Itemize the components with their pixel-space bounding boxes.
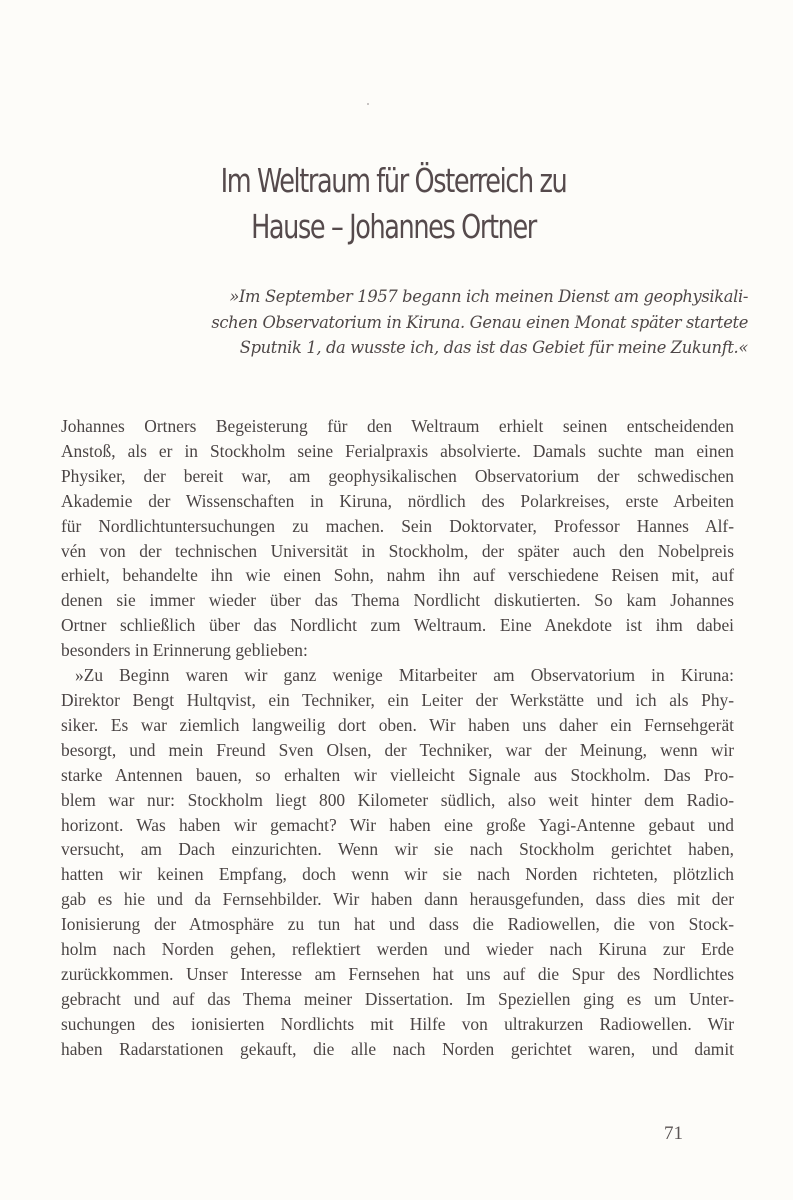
body-line: denen sie immer wieder über das Thema Nordlicht diskutierten. So kam Johannes (61, 590, 734, 611)
epigraph-quote (190, 284, 748, 361)
body-line: erhielt, behandelte ihn wie einen Sohn, nahm ihn auf verschiedene Reisen mit, auf (61, 565, 734, 586)
body-line: besonders in Erinnerung geblieben: (61, 640, 308, 661)
body-line: gebracht und auf das Thema meiner Dissertation. Im Speziellen ging es um Unter- (61, 988, 734, 1009)
body-line: zurückkommen. Unser Interesse am Fernsehen hat uns auf die Spur des Nordlichtes (61, 963, 734, 984)
body-line: Direktor Bengt Hultqvist, ein Techniker, ein Leiter der Werkstätte und ich als Phy- (61, 689, 734, 710)
body-line: Akademie der Wissenschaften in Kiruna, nördlich des Polarkreises, erste Arbeiten (61, 490, 734, 511)
chapter-title-line: Hause – Johannes Ortner (251, 207, 536, 246)
chapter-title (53, 158, 735, 250)
body-line: Ionisierung der Atmosphäre zu tun hat und dass die Radiowellen, die von Stock- (61, 914, 734, 935)
epigraph-line: Sputnik 1, da wusste ich, das ist das Gebiet für meine Zukunft.« (239, 338, 748, 358)
body-line: horizont. Was haben wir gemacht? Wir haben eine große Yagi-Antenne gebaut und (61, 814, 734, 835)
body-line: für Nordlichtuntersuchungen zu machen. Sein Doktorvater, Professor Hannes Alf- (61, 515, 734, 536)
body-line: suchungen des ionisierten Nordlichts mit Hilfe von ultrakurzen Radiowellen. Wir (61, 1013, 734, 1034)
body-line: versucht, am Dach einzurichten. Wenn wir sie nach Stockholm gerichtet haben, (61, 839, 734, 860)
body-text (61, 414, 734, 1062)
epigraph-line: schen Observatorium in Kiruna. Genau einen Monat später startete (211, 312, 748, 332)
body-line: holm nach Norden gehen, reflektiert werden und wieder nach Kiruna zur Erde (61, 939, 734, 960)
body-line: haben Radarstationen gekauft, die alle nach Norden gerichtet waren, und damit (61, 1038, 734, 1059)
body-line: Physiker, der bereit war, am geophysikalischen Observatorium der schwedischen (61, 465, 734, 486)
body-line: starke Antennen bauen, so erhalten wir vielleicht Signale aus Stockholm. Das Pro- (61, 764, 734, 785)
body-line: blem war nur: Stockholm liegt 800 Kilometer südlich, also weit hinter dem Radio- (61, 789, 734, 810)
body-line: Anstoß, als er in Stockholm seine Ferialpraxis absolvierte. Damals suchte man einen (61, 440, 734, 461)
body-line: hatten wir keinen Empfang, doch wenn wir sie nach Norden richteten, plötzlich (61, 864, 734, 885)
paper-speck (367, 103, 369, 105)
body-line: Johannes Ortners Begeisterung für den Weltraum erhielt seinen entscheidenden (61, 416, 734, 436)
body-line: gab es hie und da Fernsehbilder. Wir haben dann herausgefunden, dass dies mit der (61, 889, 734, 910)
body-line: Ortner schließlich über das Nordlicht zum Weltraum. Eine Anekdote ist ihm dabei (61, 615, 734, 636)
body-line: vén von der technischen Universität in Stockholm, der später auch den Nobelpreis (61, 540, 734, 561)
epigraph-line: »Im September 1957 begann ich meinen Dienst am geophysikali- (229, 287, 748, 306)
body-line: besorgt, und mein Freund Sven Olsen, der Techniker, war der Meinung, wenn wir (61, 739, 734, 760)
body-line: siker. Es war ziemlich langweilig dort oben. Wir haben uns daher ein Fernsehgerät (61, 714, 734, 735)
chapter-title-line: Im Weltraum für Österreich zu (220, 161, 567, 200)
page-number: 71 (664, 1123, 683, 1144)
body-line: »Zu Beginn waren wir ganz wenige Mitarbeiter am Observatorium in Kiruna: (75, 665, 734, 686)
